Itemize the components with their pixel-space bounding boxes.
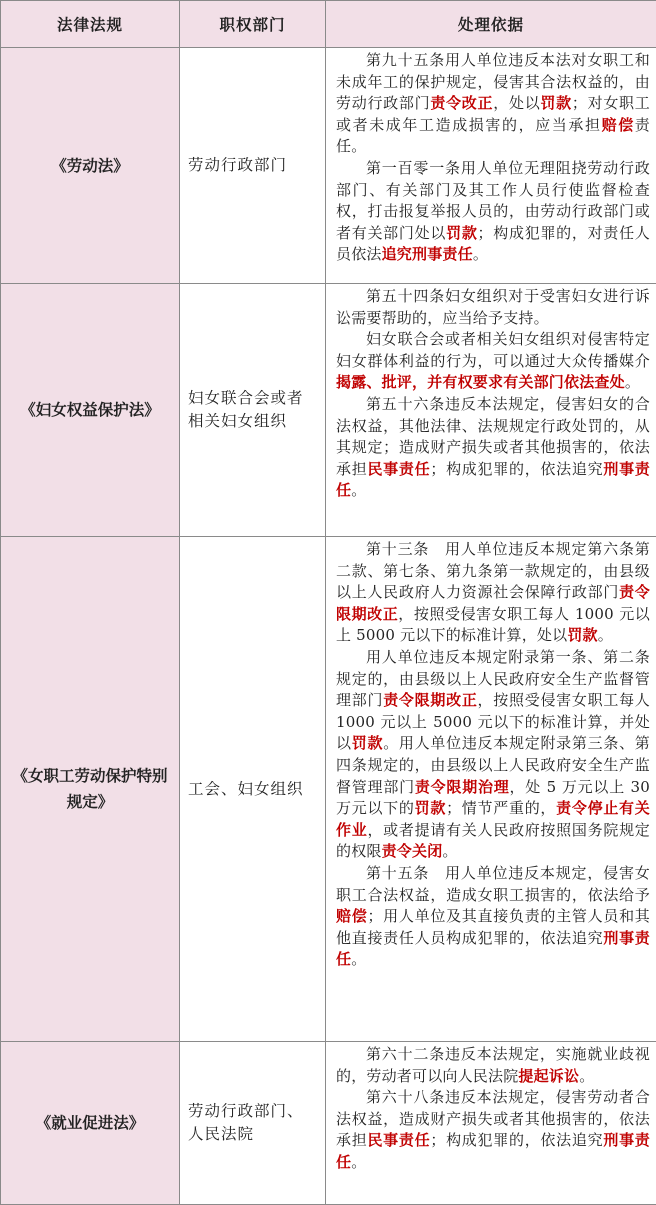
highlight-text: 民事责任 (367, 460, 430, 478)
basis-paragraph (336, 50, 650, 158)
basis-text: 。 (598, 626, 613, 644)
highlight-text: 追究刑事责任 (382, 245, 473, 263)
law-name: 《女职工劳动保护特别规定》 (1, 537, 180, 1042)
basis-text: 第六十二条违反本法规定，实施就业歧视的，劳动者可以向人民法院 (336, 1045, 650, 1085)
basis-cell (326, 48, 656, 284)
highlight-text: 刑事责任 (336, 460, 650, 500)
basis-text: ；构成犯罪的，依法追究 (430, 460, 603, 478)
highlight-text: 赔偿 (336, 907, 367, 925)
basis-paragraph (336, 539, 650, 647)
basis-cell (326, 1042, 656, 1205)
table-header-row (1, 1, 656, 48)
basis-paragraph (336, 1087, 650, 1173)
highlight-text: 罚款 (352, 734, 383, 752)
highlight-text: 刑事责任 (336, 929, 650, 969)
highlight-text: 罚款 (540, 94, 571, 112)
basis-text: 责任。 (336, 116, 650, 156)
basis-text: ；对女职工或者未成年工造成损害的，应当承担 (336, 94, 650, 134)
basis-text: 第一百零一条用人单位无理阻挠劳动行政部门、有关部门及其工作人员行使监督检查权，打击报复举报人员的，由劳动行政部门或者有关部门处以 (336, 159, 650, 242)
header-basis: 处理依据 (326, 1, 656, 48)
basis-text: 。用人单位违反本规定附录第三条、第四条规定的，由县级以上人民政府安全生产监督管理部门 (336, 734, 650, 795)
basis-cell (326, 284, 656, 537)
basis-text: ；情节严重的， (446, 799, 556, 817)
highlight-text: 揭露、批评，并有权要求有关部门依法查处 (336, 373, 625, 391)
basis-text: ，按照受侵害女职工每人 1000 元以上 5000 元以下的标准计算，处以 (336, 605, 650, 645)
highlight-text: 责令限期治理 (415, 778, 510, 796)
dept-name: 妇女联合会或者相关妇女组织 (180, 284, 326, 537)
basis-text: 。 (473, 245, 488, 263)
law-name: 《劳动法》 (1, 48, 180, 284)
table-row (1, 537, 656, 1042)
basis-text: 妇女联合会或者相关妇女组织对侵害特定妇女群体利益的行为，可以通过大众传播媒介 (336, 330, 650, 370)
highlight-text: 刑事责任 (336, 1131, 650, 1171)
basis-text: 第十五条 用人单位违反本规定，侵害女职工合法权益，造成女职工损害的，依法给予 (336, 864, 650, 904)
basis-text: 。 (351, 481, 366, 499)
basis-text: 。 (579, 1067, 594, 1085)
header-dept: 职权部门 (180, 1, 326, 48)
basis-text: 第九十五条用人单位违反本法对女职工和未成年工的保护规定，侵害其合法权益的，由劳动行政部门 (336, 51, 650, 112)
law-name: 《就业促进法》 (1, 1042, 180, 1205)
basis-text: ，处以 (493, 94, 540, 112)
basis-text: 。 (625, 373, 640, 391)
highlight-text: 罚款 (446, 224, 477, 242)
basis-text: ；构成犯罪的，依法追究 (430, 1131, 603, 1149)
basis-text: 。 (442, 842, 457, 860)
basis-paragraph (336, 329, 650, 394)
basis-text: 第五十六条违反本法规定，侵害妇女的合法权益，其他法律、法规规定行政处罚的，从其规定；造成财产损失或者其他损害的，依法承担 (336, 395, 650, 478)
basis-text: ；构成犯罪的，对责任人员依法 (336, 224, 650, 264)
basis-text: 第六十八条违反本法规定，侵害劳动者合法权益，造成财产损失或者其他损害的，依法承担 (336, 1088, 650, 1149)
highlight-text: 赔偿 (602, 116, 635, 134)
highlight-text: 民事责任 (367, 1131, 430, 1149)
basis-paragraph (336, 394, 650, 502)
basis-cell (326, 537, 656, 1042)
basis-text: ，处 5 万元以上 30 万元以下的 (336, 778, 650, 818)
highlight-text: 罚款 (415, 799, 446, 817)
basis-text: 用人单位违反本规定附录第一条、第二条规定的，由县级以上人民政府安全生产监督管理部门 (336, 648, 650, 709)
basis-paragraph (336, 1044, 650, 1087)
dept-name: 劳动行政部门、人民法院 (180, 1042, 326, 1205)
basis-text: ，按照受侵害女职工每人 1000 元以上 5000 元以下的标准计算，并处以 (336, 691, 650, 752)
highlight-text: 责令改正 (430, 94, 493, 112)
basis-text: 。 (351, 950, 366, 968)
basis-text: 第十三条 用人单位违反本规定第六条第二款、第七条、第九条第一款规定的，由县级以上人民政府人力资源社会保障行政部门 (336, 540, 650, 601)
basis-text: 。 (351, 1153, 366, 1171)
basis-paragraph (336, 158, 650, 266)
table-row (1, 1042, 656, 1205)
law-name: 《妇女权益保护法》 (1, 284, 180, 537)
highlight-text: 责令关闭 (382, 842, 443, 860)
basis-text: ，或者提请有关人民政府按照国务院规定的权限 (336, 821, 650, 861)
basis-paragraph (336, 286, 650, 329)
highlight-text: 责令限期改正 (383, 691, 477, 709)
basis-paragraph (336, 647, 650, 863)
table-row (1, 48, 656, 284)
basis-paragraph (336, 863, 650, 971)
dept-name: 劳动行政部门 (180, 48, 326, 284)
header-law: 法律法规 (1, 1, 180, 48)
highlight-text: 责令限期改正 (336, 583, 650, 623)
highlight-text: 提起诉讼 (518, 1067, 579, 1085)
dept-name: 工会、妇女组织 (180, 537, 326, 1042)
highlight-text: 罚款 (567, 626, 597, 644)
table-row (1, 284, 656, 537)
basis-text: ；用人单位及其直接负责的主管人员和其他直接责任人员构成犯罪的，依法追究 (336, 907, 650, 947)
basis-text: 第五十四条妇女组织对于受害妇女进行诉讼需要帮助的，应当给予支持。 (336, 287, 650, 327)
highlight-text: 责令停止有关作业 (336, 799, 650, 839)
